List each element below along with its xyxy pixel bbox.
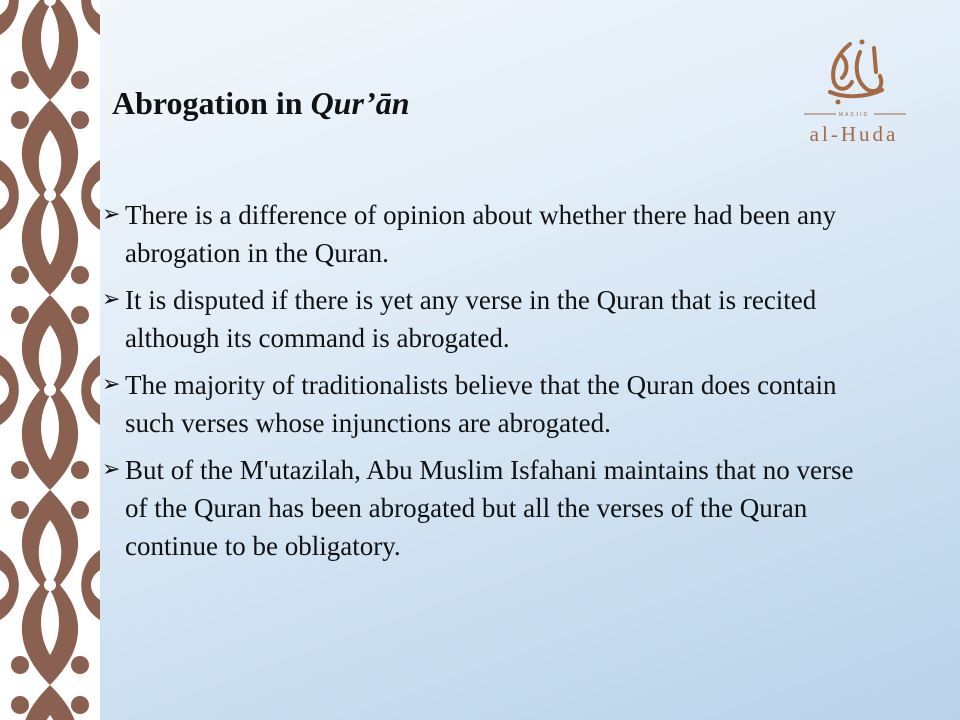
bullet-item xyxy=(100,196,880,272)
bullet-text: There is a difference of opinion about whether there had been any abrogation in the Quran. xyxy=(125,200,836,268)
bullet-list xyxy=(100,196,880,574)
bullet-text: But of the M'utazilah, Abu Muslim Isfahani maintains that no verse of the Quran has been abrogated but all the verses of the Quran continue to be obligatory. xyxy=(125,455,854,561)
slide-title xyxy=(112,85,410,122)
arrow-bullet-icon: ➢ xyxy=(102,287,121,312)
bullet-item xyxy=(100,281,880,357)
bullet-item xyxy=(100,366,880,442)
slide-title-italic: Qur’ān xyxy=(310,85,410,121)
ornament-pattern xyxy=(0,0,100,720)
bullet-item xyxy=(100,451,880,565)
slide-title-prefix: Abrogation in xyxy=(112,85,311,121)
arrow-bullet-icon: ➢ xyxy=(102,202,121,227)
bullet-text: It is disputed if there is yet any verse in the Quran that is recited although its command is abrogated. xyxy=(125,285,817,353)
logo-subtitle: MASJID xyxy=(838,112,870,118)
decorative-ornament-strip xyxy=(0,0,100,720)
arrow-bullet-icon: ➢ xyxy=(102,372,121,397)
arrow-bullet-icon: ➢ xyxy=(102,457,121,482)
bullet-text: The majority of traditionalists believe that the Quran does contain such verses whose injunctions are abrogated. xyxy=(125,370,837,438)
logo-name: al-Huda xyxy=(809,122,899,146)
